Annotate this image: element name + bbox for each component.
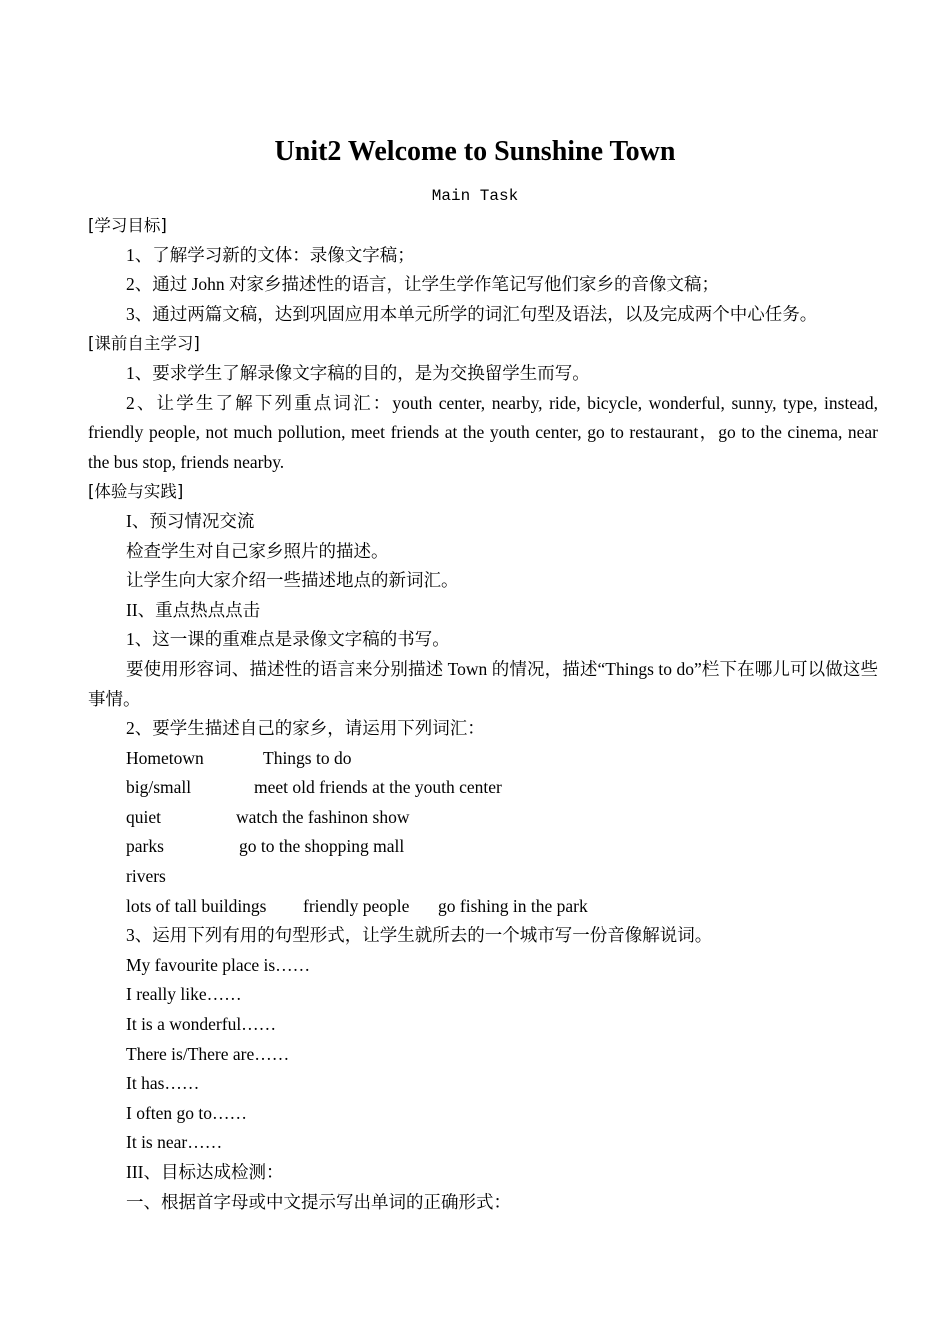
vocab-left: big/small — [126, 777, 192, 798]
page-subtitle: Main Task — [431, 187, 519, 205]
part1-line: 检查学生对自己家乡照片的描述。 — [126, 540, 389, 561]
preview-item: 1、要求学生了解录像文字稿的目的，是为交换留学生而写。 — [126, 362, 590, 383]
vocab-row — [88, 862, 878, 892]
exercise1-instruction: 一、根据首字母或中文提示写出单词的正确形式： — [126, 1191, 511, 1212]
page-title: Unit2 Welcome to Sunshine Town — [274, 136, 676, 167]
part2-title: II、重点热点点击 — [126, 599, 261, 620]
vocab-row — [88, 832, 878, 862]
vocab-row — [88, 744, 878, 774]
point2: 2、要学生描述自己的家乡，请运用下列词汇： — [126, 718, 485, 739]
vocab-row — [88, 773, 878, 803]
vocab-item: go fishing in the park — [438, 895, 588, 916]
vocab-right: meet old friends at the youth center — [254, 777, 502, 798]
practice-heading: [体验与实践] — [88, 482, 184, 502]
point1: 1、这一课的重难点是录像文字稿的书写。 — [126, 629, 450, 650]
goal-item: 1、了解学习新的文体：录像文字稿； — [126, 244, 415, 265]
part1-line: 让学生向大家介绍一些描述地点的新词汇。 — [126, 570, 459, 591]
point3: 3、运用下列有用的句型形式，让学生就所去的一个城市写一份音像解说词。 — [126, 925, 713, 946]
vocab-left: parks — [126, 836, 164, 857]
sentence-pattern: There is/There are…… — [126, 1043, 290, 1064]
goals-heading: [学习目标] — [88, 216, 167, 235]
sentence-pattern: My favourite place is…… — [126, 954, 311, 975]
vocab-left: Hometown — [126, 747, 204, 768]
document-body — [88, 211, 878, 1217]
sentence-pattern: It is near…… — [126, 1132, 223, 1153]
vocab-item: lots of tall buildings — [126, 895, 267, 916]
vocab-row — [88, 892, 878, 922]
sentence-pattern: I really like…… — [126, 984, 242, 1005]
sentence-pattern: It has…… — [126, 1073, 200, 1094]
vocab-right: go to the shopping mall — [239, 836, 405, 857]
goal-item: 2、通过 John 对家乡描述性的语言，让学生学作笔记写他们家乡的音像文稿； — [126, 274, 720, 295]
part3-title: III、目标达成检测： — [126, 1162, 284, 1182]
vocab-item: friendly people — [303, 895, 410, 916]
vocab-left: rivers — [126, 866, 166, 887]
sentence-pattern: I often go to…… — [126, 1102, 248, 1123]
vocab-right: watch the fashinon show — [236, 806, 410, 827]
vocab-right: Things to do — [263, 747, 352, 768]
part1-title: I、预习情况交流 — [126, 510, 255, 531]
vocab-left: quiet — [126, 806, 161, 827]
point1-detail: 要使用形容词、描述性的语言来分别描述 Town 的情况，描述“Things to do”栏下在哪儿可以做这些事情。 — [88, 658, 878, 709]
goal-item: 3、通过两篇文稿，达到巩固应用本单元所学的词汇句型及语法，以及完成两个中心任务。 — [126, 303, 818, 324]
sentence-pattern: It is a wonderful…… — [126, 1014, 277, 1035]
vocab-row — [88, 803, 878, 833]
preview-vocab-paragraph: 2、让学生了解下列重点词汇：youth center, nearby, ride, bicycle, wonderful, sunny, type, instead, friendly people, not much pollution, meet friends at the youth center, go to restaurant，go to the cinema, near the bus stop, friends nearby. — [88, 392, 878, 472]
preview-heading: [课前自主学习] — [88, 334, 200, 354]
